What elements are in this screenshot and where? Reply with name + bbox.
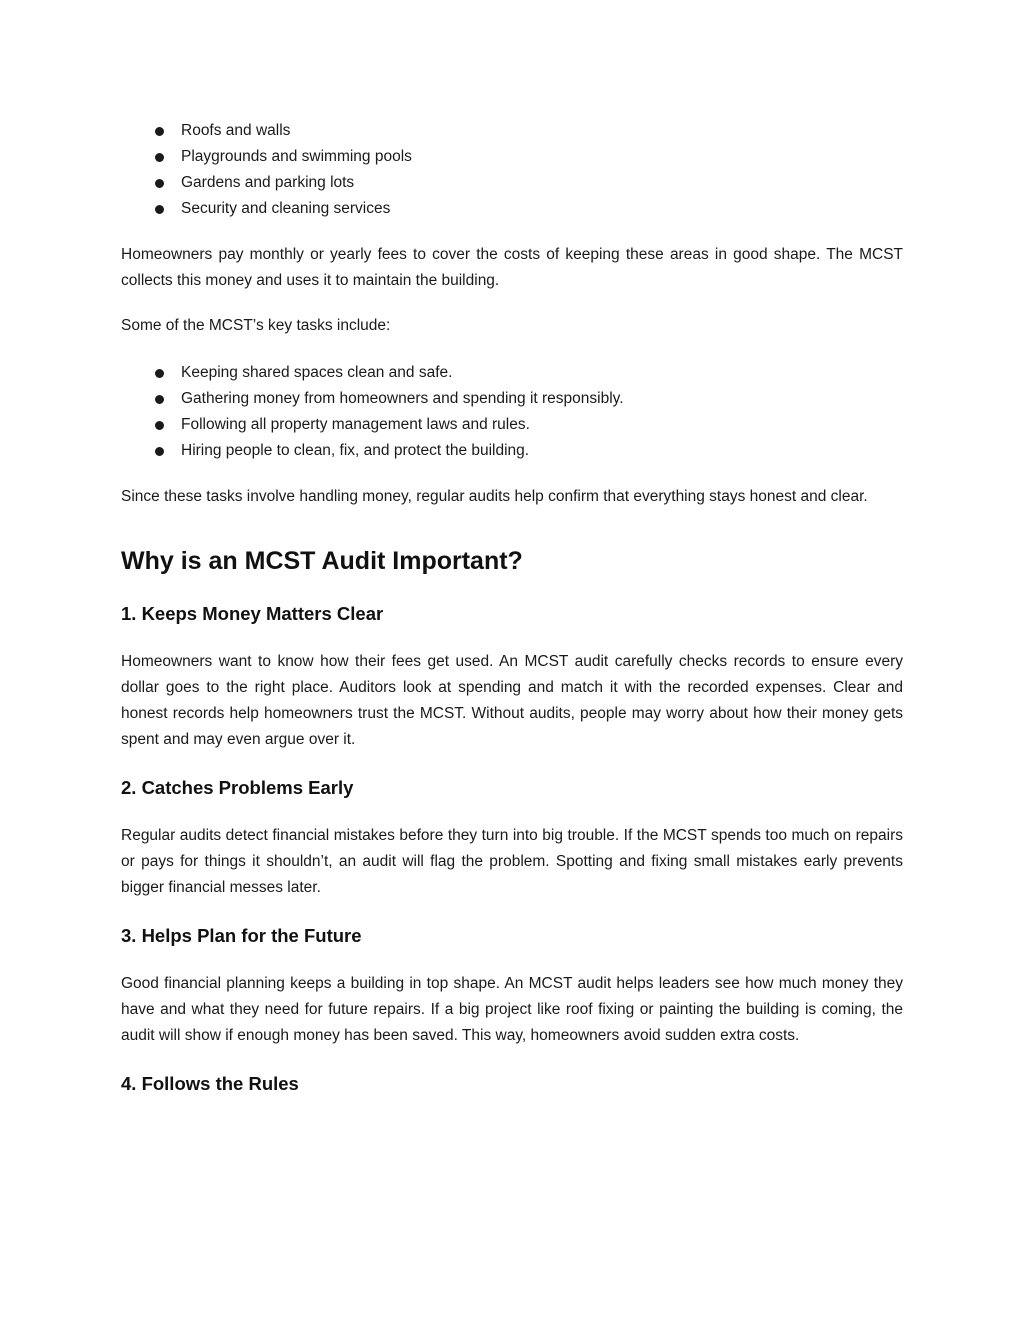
section-heading: Why is an MCST Audit Important? [121, 547, 523, 575]
list-item-text: Security and cleaning services [181, 200, 391, 217]
list-item-text: Gardens and parking lots [181, 174, 355, 191]
list-item-text: Hiring people to clean, fix, and protect the building. [181, 442, 530, 459]
list-item [121, 196, 903, 222]
list-item-text: Roofs and walls [181, 122, 291, 139]
tasks-intro: Some of the MCST’s key tasks include: [121, 317, 391, 334]
subsection-heading: 2. Catches Problems Early [121, 777, 354, 798]
common-areas-list [121, 118, 903, 222]
bullet-icon [155, 127, 164, 136]
subsection-heading: 1. Keeps Money Matters Clear [121, 603, 384, 624]
list-item-text: Following all property management laws and rules. [181, 416, 530, 433]
bullet-icon [155, 421, 164, 430]
audit-paragraph: Since these tasks involve handling money, regular audits help confirm that everything stays honest and clear. [121, 488, 868, 505]
bullet-icon [155, 447, 164, 456]
subsection-body: Good financial planning keeps a building in top shape. An MCST audit helps leaders see how much money they have and what they need for future repairs. If a big project like roof fixing or painting the building is coming, the audit will show if enough money has been saved. This way, homeowners avoid sudden extra costs. [121, 975, 903, 1044]
tasks-list [121, 360, 903, 464]
list-item-text: Playgrounds and swimming pools [181, 148, 412, 165]
subsection-body: Regular audits detect financial mistakes before they turn into big trouble. If the MCST spends too much on repairs or pays for things it shouldn’t, an audit will flag the problem. Spotting and fixing small mistakes early prevents bigger financial messes later. [121, 827, 903, 896]
list-item [121, 144, 903, 170]
bullet-icon [155, 369, 164, 378]
list-item [121, 118, 903, 144]
list-item-text: Keeping shared spaces clean and safe. [181, 364, 453, 381]
list-item [121, 386, 903, 412]
bullet-icon [155, 205, 164, 214]
subsection-heading: 3. Helps Plan for the Future [121, 925, 362, 946]
list-item [121, 360, 903, 386]
bullet-icon [155, 153, 164, 162]
list-item [121, 170, 903, 196]
subsection-heading: 4. Follows the Rules [121, 1073, 299, 1094]
bullet-icon [155, 395, 164, 404]
list-item [121, 412, 903, 438]
fees-paragraph: Homeowners pay monthly or yearly fees to cover the costs of keeping these areas in good shape. The MCST collects this money and uses it to maintain the building. [121, 246, 903, 289]
subsection-body: Homeowners want to know how their fees get used. An MCST audit carefully checks records to ensure every dollar goes to the right place. Auditors look at spending and match it with the recorded expenses. Clear and honest records help homeowners trust the MCST. Without audits, people may worry about how their money gets spent and may even argue over it. [121, 653, 903, 748]
document-page [121, 118, 903, 1097]
list-item [121, 438, 903, 464]
list-item-text: Gathering money from homeowners and spending it responsibly. [181, 390, 624, 407]
bullet-icon [155, 179, 164, 188]
